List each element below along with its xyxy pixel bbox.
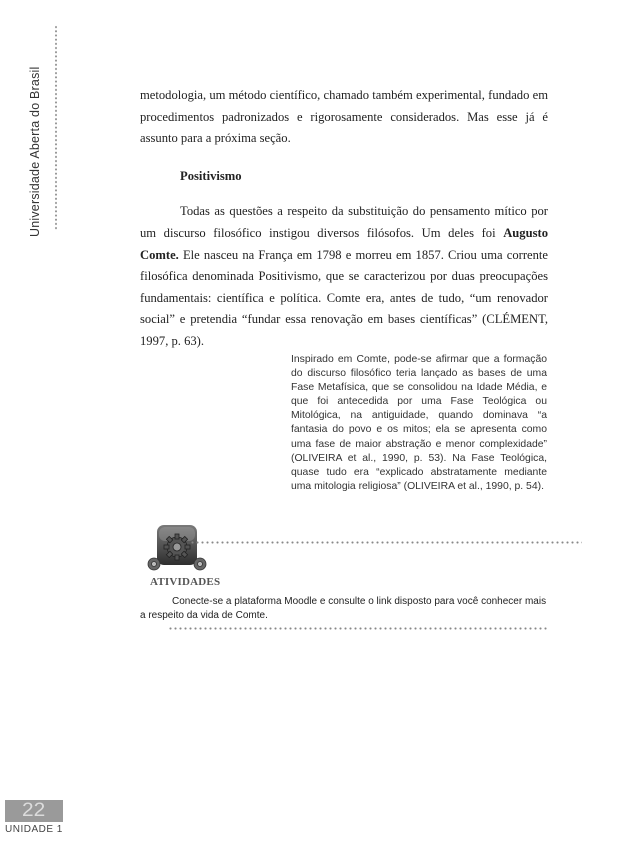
page-number: 22: [22, 800, 46, 821]
paragraph-positivism-part1: Todas as questões a respeito da substituição do pensamento mítico por um discurso filosófico instigou diversos filósofos. Um deles foi: [140, 204, 548, 240]
comte-name: Augusto Comte.: [140, 225, 548, 262]
gears-icon: [145, 523, 209, 573]
paragraph-positivism: [140, 201, 548, 352]
page-number-badge: [5, 800, 63, 822]
main-text: [140, 85, 548, 353]
activity-instructions: [140, 595, 550, 623]
paragraph-positivism-part2: Ele nasceu na França em 1798 e morreu em 1857. Criou uma corrente filosófica denominada Positivismo, que se caracterizou por duas preocupações fundamentais: científica e política. Comte era, antes de tudo, “um renovador social” e pretendia “fundar essa renovação em bases científicas” (CLÉMENT, 1997, p. 63).: [140, 247, 548, 348]
section-heading: Positivismo: [180, 168, 242, 183]
activity-line-1: Conecte-se a plataforma Moodle e consulte o link disposto para você conhecer mais: [172, 596, 547, 607]
unit-label: UNIDADE 1: [5, 824, 63, 835]
activity-line-2: a respeito da vida de Comte.: [140, 610, 268, 621]
activity-dotted-rule-top: [190, 541, 582, 544]
paragraph-methodology: metodologia, um método científico, chamado também experimental, fundado em procedimentos padronizados e rigorosamente considerados. Mas esse já é assunto para a próxima seção.: [140, 88, 548, 146]
university-vertical-title: Universidade Aberta do Brasil: [28, 66, 42, 237]
sidebar-dotted-rule: [54, 25, 58, 230]
activity-label: ATIVIDADES: [150, 576, 221, 588]
sidebox-quote: Inspirado em Comte, pode-se afirmar que a formação do discurso filosófico teria lançado as bases de uma Fase Metafísica, que se consolidou na Idade Média, e que foi antecedida por uma Fase Teológica ou Mitológica, na antiguidade, quando dominava “a fantasia do povo e os mitos; ela se apresenta como uma fase de maior abstração e menor complexidade” (OLIVEIRA et al., 1990, p. 53). Na Fase Teológica, quase tudo era “explicado abstratamente mediante uma mitologia religiosa” (OLIVEIRA et al., 1990, p. 54).: [291, 354, 547, 492]
activity-dotted-rule-bottom: [168, 627, 548, 630]
